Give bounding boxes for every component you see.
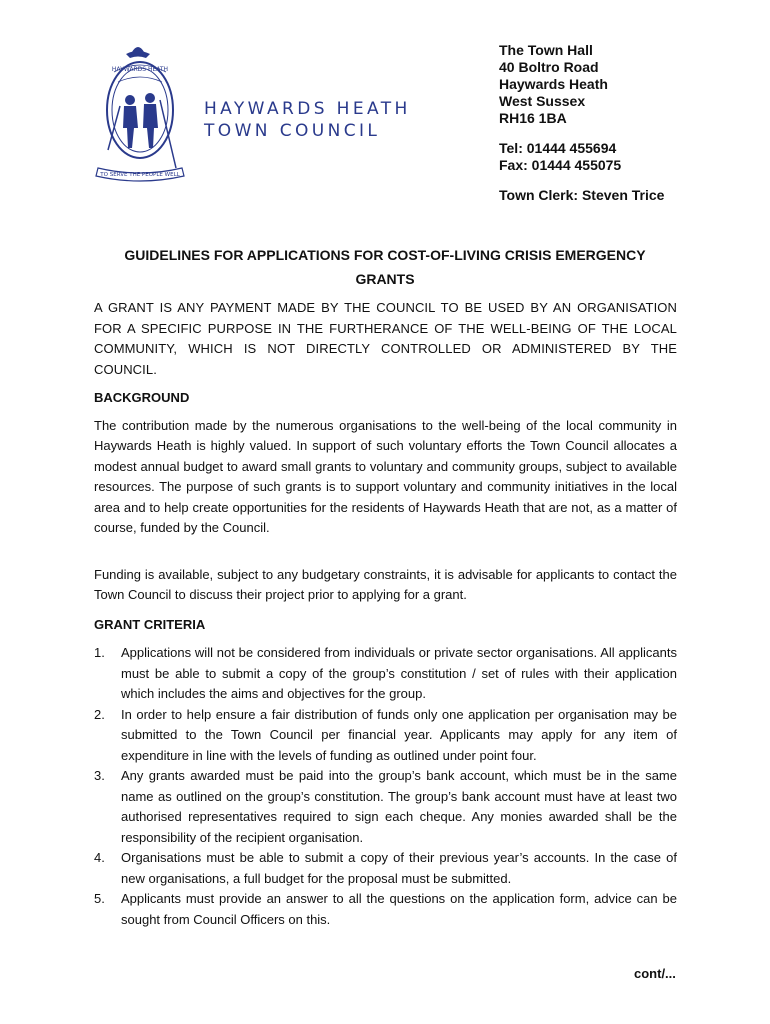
background-paragraph: The contribution made by the numerous organisations to the well-being of the local community in Haywards Heath is highly valued. In support of such voluntary efforts the Town Council allocates a modest annual budget to award small grants to voluntary and community groups, subject to available resources. The purpose of such grants is to support voluntary and community initiatives in the local area and to help create opportunities for the residents of Haywards Heath that are not, as a matter of course, funded by the Council. [94, 417, 677, 535]
council-name-line1: HAYWARDS HEATH [204, 99, 411, 119]
address-line1: The Town Hall [499, 42, 593, 58]
criteria-text: Any grants awarded must be paid into the group’s bank account, which must be in the same name as outlined on the group’s constitution. The group’s bank account must have at least two authorised representatives required to sign each cheque. Any monies awarded shall be the responsibility of the recipient organisation. [121, 768, 677, 845]
funding-paragraph: Funding is available, subject to any budgetary constraints, it is advisable for applicants to contact the Town Council to discuss their project prior to applying for a grant. [94, 566, 677, 602]
continued-marker: cont/... [634, 966, 676, 981]
criteria-text: Applicants must provide an answer to all the questions on the application form, advice can be sought from Council Officers on this. [121, 891, 677, 927]
criteria-number: 3. [94, 768, 105, 783]
grant-definition: A GRANT IS ANY PAYMENT MADE BY THE COUNCIL TO BE USED BY AN ORGANISATION FOR A SPECIFIC PURPOSE IN THE FURTHERANCE OF THE WELL-BEING OF THE LOCAL COMMUNITY, WHICH IS NOT DIRECTLY CONTROLLED OR ADMINISTERED BY THE COUNCIL. [94, 300, 677, 377]
criteria-item [94, 889, 677, 930]
document-title [95, 243, 675, 291]
address-line2: 40 Boltro Road [499, 59, 599, 75]
crest-motto: TO SERVE THE PEOPLE WELL [100, 172, 180, 178]
criteria-text: In order to help ensure a fair distribution of funds only one application per organisation may be submitted to the Town Council per financial year. Applicants may apply for any item of expenditure in line with the levels of funding as outlined under point four. [121, 706, 677, 763]
criteria-number: 2. [94, 706, 105, 722]
criteria-item [94, 643, 677, 705]
criteria-item [94, 848, 677, 889]
grant-criteria-heading: GRANT CRITERIA [94, 616, 206, 632]
criteria-item [94, 766, 677, 848]
crest-top-lettering: HAYWARDS HEATH [111, 66, 169, 73]
address-postcode: RH16 1BA [499, 110, 567, 126]
address-block [499, 42, 664, 204]
council-crest-logo [80, 40, 200, 190]
criteria-number: 4. [94, 850, 105, 865]
grant-criteria-list [94, 643, 677, 930]
address-line3: Haywards Heath [499, 76, 608, 92]
document-title-line1: GUIDELINES FOR APPLICATIONS FOR COST-OF-LIVING CRISIS EMERGENCY [124, 247, 646, 263]
council-name [204, 98, 411, 142]
criteria-number: 5. [94, 891, 105, 906]
criteria-text: Applications will not be considered from individuals or private sector organisations. All applicants must be able to submit a copy of the group’s constitution / set of rules with their application which includes the aims and objectives for the group. [121, 645, 677, 701]
criteria-item [94, 705, 677, 767]
criteria-text: Organisations must be able to submit a copy of their previous year’s accounts. In the case of new organisations, a full budget for the proposal must be submitted. [121, 850, 677, 886]
crest-icon [80, 40, 200, 190]
telephone: Tel: 01444 455694 [499, 140, 617, 156]
town-clerk: Town Clerk: Steven Trice [499, 187, 665, 203]
document-body [94, 298, 677, 930]
council-name-line2: TOWN COUNCIL [204, 121, 381, 141]
fax: Fax: 01444 455075 [499, 157, 622, 173]
background-heading: BACKGROUND [94, 390, 190, 405]
document-title-line2: GRANTS [355, 271, 415, 287]
address-line4: West Sussex [499, 93, 586, 109]
criteria-number: 1. [94, 645, 105, 660]
